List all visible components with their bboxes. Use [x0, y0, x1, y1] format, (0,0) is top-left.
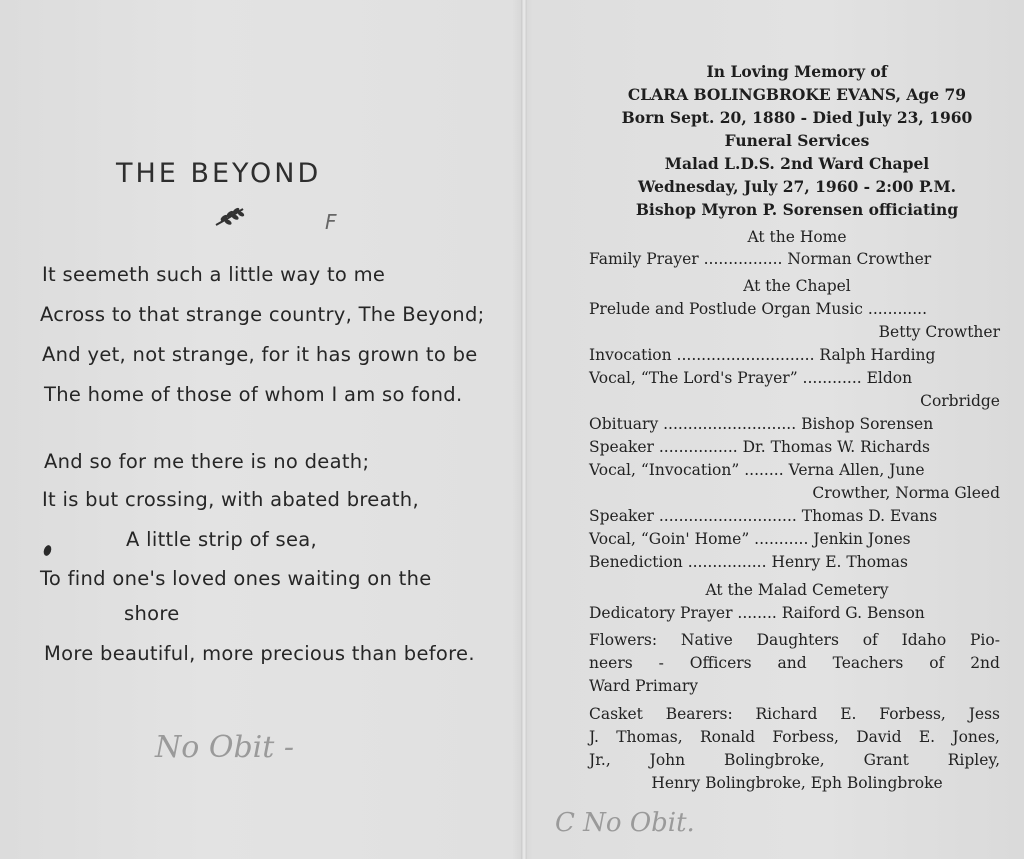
- word: E.: [918, 728, 936, 746]
- program-line: Invocation ............................ Ralph Harding: [589, 346, 936, 364]
- poem-line: And yet, not strange, for it has grown to be: [42, 343, 478, 366]
- word: Jr.,: [589, 751, 611, 769]
- program-line: Vocal, “The Lord's Prayer” ............ Eldon: [589, 369, 913, 387]
- word: 2nd: [970, 654, 1000, 672]
- program-panel: [527, 0, 1024, 859]
- word: of: [929, 654, 945, 672]
- poem-line: shore: [124, 602, 180, 625]
- poem-line: And so for me there is no death;: [44, 450, 370, 473]
- program-line: Dedicatory Prayer ........ Raiford G. Benson: [589, 604, 925, 622]
- word: J.: [589, 728, 599, 746]
- word: Casket: [589, 705, 643, 723]
- program-line: Benediction ................ Henry E. Thomas: [589, 553, 908, 571]
- poem-title: THE BEYOND: [116, 158, 322, 189]
- program-line: Family Prayer ................ Norman Crowther: [589, 250, 932, 268]
- poem-line: The home of those of whom I am so fond.: [44, 383, 463, 406]
- deceased-name: CLARA BOLINGBROKE EVANS, Age 79: [627, 85, 967, 104]
- word: Jess: [968, 705, 1000, 723]
- word: Bolingbroke,: [724, 751, 825, 769]
- word: Bearers:: [665, 705, 733, 723]
- program-line: Prelude and Postlude Organ Music ............: [589, 300, 928, 318]
- word: Idaho: [901, 631, 947, 649]
- handwritten-note: C No Obit.: [555, 808, 695, 838]
- header-line: Bishop Myron P. Sorensen officiating: [635, 200, 959, 219]
- bearers-line: [589, 728, 1000, 746]
- word: Grant: [863, 751, 909, 769]
- handwritten-mark: F: [325, 210, 337, 234]
- section-cemetery: At the Malad Cemetery: [705, 581, 889, 599]
- word: Officers: [689, 654, 752, 672]
- ink-blot: [42, 544, 52, 557]
- word: -: [658, 654, 664, 672]
- program-line: Crowther, Norma Gleed: [812, 484, 1000, 502]
- program-line: Corbridge: [920, 392, 1000, 410]
- word: Native: [680, 631, 733, 649]
- section-chapel: At the Chapel: [743, 277, 851, 295]
- poem-line: It is but crossing, with abated breath,: [42, 488, 419, 511]
- word: Thomas,: [616, 728, 683, 746]
- flowers-line: Ward Primary: [589, 677, 698, 695]
- header-line: Funeral Services: [724, 131, 870, 150]
- word: Forbess,: [879, 705, 946, 723]
- word: Ripley,: [947, 751, 1000, 769]
- header-line: Born Sept. 20, 1880 - Died July 23, 1960: [621, 108, 973, 127]
- word: Teachers: [832, 654, 904, 672]
- flowers-line: [589, 631, 1000, 649]
- program-line: Vocal, “Goin' Home” ........... Jenkin Jones: [589, 530, 911, 548]
- bearers-line: [589, 705, 1000, 723]
- word: Flowers:: [589, 631, 658, 649]
- header-line: Malad L.D.S. 2nd Ward Chapel: [664, 154, 930, 173]
- word: Ronald: [699, 728, 756, 746]
- header-line: Wednesday, July 27, 1960 - 2:00 P.M.: [637, 177, 957, 196]
- word: Pio-: [970, 631, 1000, 649]
- poem-line: It seemeth such a little way to me: [42, 263, 386, 286]
- section-home: At the Home: [747, 228, 847, 246]
- bearers-line: [589, 751, 1000, 769]
- word: E.: [840, 705, 857, 723]
- poem-line: Across to that strange country, The Beyond;: [40, 303, 485, 326]
- program-line: Speaker ................ Dr. Thomas W. Richards: [589, 438, 930, 456]
- handwritten-note: No Obit -: [155, 730, 294, 765]
- flowers-line: [589, 654, 1000, 672]
- word: John: [649, 751, 686, 769]
- word: Forbess,: [772, 728, 839, 746]
- poem-line: A little strip of sea,: [126, 528, 317, 551]
- word: neers: [589, 654, 633, 672]
- header-line: In Loving Memory of: [706, 62, 888, 81]
- bearers-line: Henry Bolingbroke, Eph Bolingbroke: [651, 774, 943, 792]
- poem-line: More beautiful, more precious than before.: [44, 642, 475, 665]
- word: Richard: [755, 705, 818, 723]
- word: and: [777, 654, 807, 672]
- word: David: [856, 728, 902, 746]
- word: of: [862, 631, 878, 649]
- poem-line: To find one's loved ones waiting on the: [40, 567, 432, 590]
- program-line: Vocal, “Invocation” ........ Verna Allen, June: [589, 461, 925, 479]
- word: Daughters: [756, 631, 839, 649]
- program-line: Obituary ........................... Bishop Sorensen: [589, 415, 934, 433]
- leaf-ornament-icon: [213, 205, 249, 229]
- word: Jones,: [952, 728, 1000, 746]
- program-line: Betty Crowther: [878, 323, 1000, 341]
- program-line: Speaker ............................ Thomas D. Evans: [589, 507, 938, 525]
